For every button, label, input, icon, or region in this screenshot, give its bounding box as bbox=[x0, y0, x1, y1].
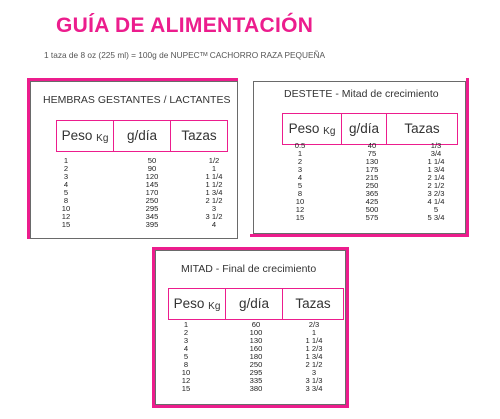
cell-peso: 2 bbox=[183, 328, 189, 337]
table-card-mitad bbox=[155, 250, 346, 405]
table-body bbox=[168, 321, 344, 393]
col-peso-label: Peso bbox=[61, 128, 93, 143]
cell-peso: 3 bbox=[63, 172, 69, 181]
col-peso bbox=[57, 121, 113, 151]
cell-gdia: 500 bbox=[365, 205, 379, 214]
cell-peso: 3 bbox=[183, 336, 189, 345]
cell-gdia: 75 bbox=[367, 149, 377, 158]
cell-gdia: 365 bbox=[365, 189, 379, 198]
cell-tazas: 1 3/4 bbox=[205, 188, 223, 197]
cell-gdia: 345 bbox=[145, 212, 159, 221]
cell-tazas: 1 1/4 bbox=[305, 336, 323, 345]
cell-tazas: 4 1/4 bbox=[427, 197, 445, 206]
table-row bbox=[56, 189, 228, 197]
cell-tazas: 5 bbox=[433, 205, 439, 214]
col-peso-label: Peso bbox=[288, 121, 320, 136]
serving-note: 1 taza de 8 oz (225 ml) = 100g de NUPECᵀᴹ CACHORRO RAZA PEQUEÑA bbox=[44, 50, 326, 60]
cell-gdia: 145 bbox=[145, 180, 159, 189]
cell-peso: 10 bbox=[295, 197, 305, 206]
cell-tazas: 1 2/3 bbox=[305, 344, 323, 353]
cell-tazas: 3 2/3 bbox=[427, 189, 445, 198]
col-kg-label: Kg bbox=[96, 133, 109, 144]
cell-gdia: 395 bbox=[145, 220, 159, 229]
col-kg-label: Kg bbox=[208, 301, 221, 312]
cell-peso: 15 bbox=[181, 384, 191, 393]
cell-peso: 10 bbox=[61, 204, 71, 213]
table-row bbox=[56, 165, 228, 173]
cell-gdia: 335 bbox=[249, 376, 263, 385]
col-gdia: g/día bbox=[126, 128, 158, 143]
cell-tazas: 3 3/4 bbox=[305, 384, 323, 393]
cell-peso: 12 bbox=[295, 205, 305, 214]
cell-tazas: 1/2 bbox=[208, 156, 220, 165]
table-title: HEMBRAS GESTANTES / LACTANTES bbox=[43, 94, 231, 106]
cell-peso: 15 bbox=[295, 213, 305, 222]
table-header bbox=[168, 288, 344, 320]
cell-peso: 10 bbox=[181, 368, 191, 377]
cell-peso: 1 bbox=[63, 156, 69, 165]
cell-peso: 8 bbox=[183, 360, 189, 369]
cell-tazas: 1 3/4 bbox=[427, 165, 445, 174]
cell-gdia: 90 bbox=[147, 164, 157, 173]
table-title: DESTETE - Mitad de crecimiento bbox=[284, 88, 439, 100]
cell-peso: 8 bbox=[63, 196, 69, 205]
table-card-destete bbox=[253, 81, 466, 234]
cell-gdia: 380 bbox=[249, 384, 263, 393]
col-gdia: g/día bbox=[348, 121, 380, 136]
cell-gdia: 130 bbox=[249, 336, 263, 345]
cell-peso: 5 bbox=[297, 181, 303, 190]
cell-tazas: 2 1/4 bbox=[427, 173, 445, 182]
table-row bbox=[56, 157, 228, 165]
cell-tazas: 3 1/2 bbox=[205, 212, 223, 221]
cell-tazas: 1 bbox=[211, 164, 217, 173]
table-card-gestantes bbox=[30, 81, 238, 239]
cell-tazas: 3 bbox=[311, 368, 317, 377]
table-row bbox=[282, 214, 458, 222]
cell-tazas: 2 1/2 bbox=[205, 196, 223, 205]
cell-gdia: 50 bbox=[147, 156, 157, 165]
cell-gdia: 170 bbox=[145, 188, 159, 197]
table-row bbox=[56, 181, 228, 189]
cell-peso: 8 bbox=[297, 189, 303, 198]
cell-tazas: 3/4 bbox=[430, 149, 442, 158]
table-row bbox=[56, 205, 228, 213]
col-tazas: Tazas bbox=[181, 128, 217, 143]
cell-peso: 2 bbox=[63, 164, 69, 173]
cell-tazas: 4 bbox=[211, 220, 217, 229]
cell-peso: 4 bbox=[183, 344, 189, 353]
col-gdia: g/día bbox=[238, 296, 270, 311]
cell-gdia: 40 bbox=[367, 141, 377, 150]
cell-gdia: 100 bbox=[249, 328, 263, 337]
cell-tazas: 5 3/4 bbox=[427, 213, 445, 222]
table-title: MITAD - Final de crecimiento bbox=[181, 263, 317, 275]
cell-peso: 5 bbox=[63, 188, 69, 197]
col-peso bbox=[283, 114, 341, 144]
cell-peso: 2 bbox=[297, 157, 303, 166]
cell-peso: 1 bbox=[297, 149, 303, 158]
cell-peso: 4 bbox=[63, 180, 69, 189]
table-row bbox=[56, 173, 228, 181]
cell-tazas: 2 1/2 bbox=[427, 181, 445, 190]
cell-peso: 1 bbox=[183, 320, 189, 329]
cell-tazas: 1 bbox=[311, 328, 317, 337]
col-peso-label: Peso bbox=[173, 296, 205, 311]
cell-peso: 12 bbox=[181, 376, 191, 385]
cell-tazas: 2 1/2 bbox=[305, 360, 323, 369]
cell-tazas: 2/3 bbox=[308, 320, 320, 329]
cell-gdia: 250 bbox=[249, 360, 263, 369]
col-peso bbox=[169, 289, 225, 319]
table-body bbox=[282, 142, 458, 222]
cell-gdia: 160 bbox=[249, 344, 263, 353]
cell-tazas: 1 1/4 bbox=[205, 172, 223, 181]
cell-tazas: 3 1/3 bbox=[305, 376, 323, 385]
table-header bbox=[56, 120, 228, 152]
cell-gdia: 250 bbox=[365, 181, 379, 190]
cell-gdia: 60 bbox=[251, 320, 261, 329]
cell-gdia: 295 bbox=[145, 204, 159, 213]
table-row bbox=[56, 221, 228, 229]
cell-gdia: 425 bbox=[365, 197, 379, 206]
cell-gdia: 575 bbox=[365, 213, 379, 222]
cell-tazas: 1 1/2 bbox=[205, 180, 223, 189]
col-kg-label: Kg bbox=[323, 126, 336, 137]
cell-gdia: 175 bbox=[365, 165, 379, 174]
cell-tazas: 1 3/4 bbox=[305, 352, 323, 361]
table-row bbox=[168, 385, 344, 393]
cell-gdia: 215 bbox=[365, 173, 379, 182]
cell-peso: 12 bbox=[61, 212, 71, 221]
table-body bbox=[56, 157, 228, 229]
cell-gdia: 180 bbox=[249, 352, 263, 361]
table-row bbox=[56, 197, 228, 205]
cell-peso: 5 bbox=[183, 352, 189, 361]
cell-peso: 0.5 bbox=[294, 141, 306, 150]
page-title: GUÍA DE ALIMENTACIÓN bbox=[56, 14, 314, 37]
cell-tazas: 3 bbox=[211, 204, 217, 213]
cell-peso: 4 bbox=[297, 173, 303, 182]
cell-peso: 15 bbox=[61, 220, 71, 229]
col-tazas: Tazas bbox=[404, 121, 440, 136]
cell-tazas: 1 1/4 bbox=[427, 157, 445, 166]
cell-gdia: 295 bbox=[249, 368, 263, 377]
table-row bbox=[56, 213, 228, 221]
col-tazas: Tazas bbox=[295, 296, 331, 311]
cell-gdia: 250 bbox=[145, 196, 159, 205]
cell-peso: 3 bbox=[297, 165, 303, 174]
cell-gdia: 120 bbox=[145, 172, 159, 181]
cell-gdia: 130 bbox=[365, 157, 379, 166]
cell-tazas: 1/3 bbox=[430, 141, 442, 150]
